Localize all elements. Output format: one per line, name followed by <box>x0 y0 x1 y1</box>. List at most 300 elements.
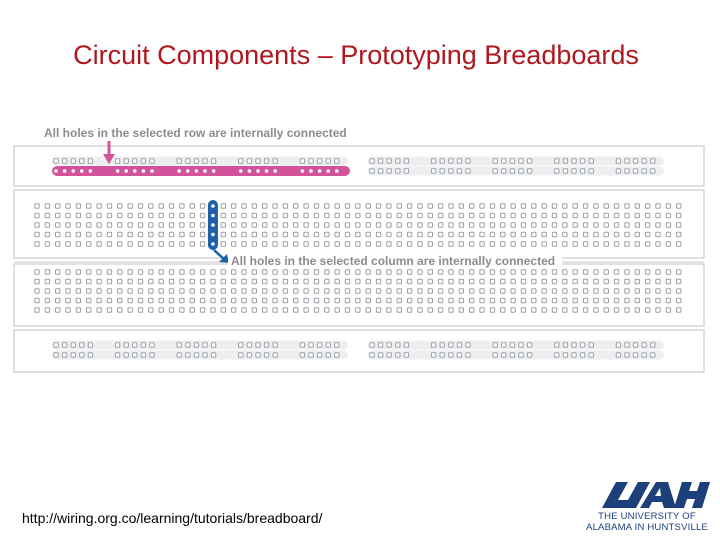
breadboard-hole <box>97 308 101 312</box>
breadboard-hole <box>407 270 411 274</box>
breadboard-hole <box>190 279 194 283</box>
breadboard-hole <box>527 159 531 163</box>
breadboard-hole <box>563 298 567 302</box>
breadboard-hole <box>552 270 556 274</box>
breadboard-hole <box>614 308 618 312</box>
breadboard-hole <box>169 242 173 246</box>
breadboard-hole <box>211 343 215 347</box>
breadboard-hole <box>76 308 80 312</box>
breadboard-hole <box>459 279 463 283</box>
breadboard-hole <box>35 279 39 283</box>
breadboard-hole <box>314 204 318 208</box>
breadboard-hole <box>428 232 432 236</box>
breadboard-hole <box>124 343 128 347</box>
breadboard-hole <box>149 308 153 312</box>
breadboard-hole <box>418 213 422 217</box>
breadboard-hole <box>118 279 122 283</box>
breadboard-hole <box>273 343 277 347</box>
breadboard-hole <box>128 279 132 283</box>
breadboard-hole <box>387 213 391 217</box>
breadboard-hole <box>449 232 453 236</box>
highlighted-row-hole <box>71 169 75 173</box>
breadboard-hole <box>76 204 80 208</box>
breadboard-hole <box>345 232 349 236</box>
breadboard-hole <box>314 223 318 227</box>
breadboard-hole <box>552 204 556 208</box>
breadboard-hole <box>56 213 60 217</box>
breadboard-hole <box>149 242 153 246</box>
breadboard-hole <box>325 232 329 236</box>
breadboard-hole <box>376 242 380 246</box>
breadboard-hole <box>345 298 349 302</box>
breadboard-hole <box>440 169 444 173</box>
highlighted-row-hole <box>326 169 330 173</box>
breadboard-hole <box>449 223 453 227</box>
breadboard-hole <box>200 223 204 227</box>
breadboard-hole <box>56 308 60 312</box>
breadboard-hole <box>666 223 670 227</box>
breadboard-hole <box>283 232 287 236</box>
breadboard-hole <box>532 279 536 283</box>
breadboard-hole <box>326 343 330 347</box>
breadboard-hole <box>572 169 576 173</box>
breadboard-hole <box>304 270 308 274</box>
breadboard-hole <box>449 242 453 246</box>
breadboard-hole <box>645 279 649 283</box>
breadboard-hole <box>527 169 531 173</box>
breadboard-hole <box>252 270 256 274</box>
breadboard-hole <box>625 270 629 274</box>
breadboard-hole <box>149 213 153 217</box>
breadboard-hole <box>604 308 608 312</box>
highlighted-row-hole <box>63 169 67 173</box>
breadboard-hole <box>97 223 101 227</box>
breadboard-hole <box>542 242 546 246</box>
breadboard-hole <box>466 353 470 357</box>
breadboard-hole <box>283 279 287 283</box>
breadboard-hole <box>604 279 608 283</box>
breadboard-hole <box>252 204 256 208</box>
breadboard-hole <box>200 232 204 236</box>
breadboard-hole <box>231 223 235 227</box>
breadboard-hole <box>438 308 442 312</box>
highlighted-row-hole <box>177 169 181 173</box>
breadboard-hole <box>87 289 91 293</box>
breadboard-hole <box>335 343 339 347</box>
breadboard-hole <box>635 204 639 208</box>
breadboard-hole <box>625 298 629 302</box>
breadboard-hole <box>519 159 523 163</box>
breadboard-hole <box>493 159 497 163</box>
breadboard-hole <box>283 242 287 246</box>
breadboard-hole <box>304 279 308 283</box>
breadboard-hole <box>376 232 380 236</box>
breadboard-hole <box>283 213 287 217</box>
breadboard-hole <box>397 242 401 246</box>
breadboard-hole <box>159 242 163 246</box>
breadboard-hole <box>614 242 618 246</box>
breadboard-hole <box>325 242 329 246</box>
breadboard-hole <box>490 204 494 208</box>
breadboard-hole <box>428 223 432 227</box>
breadboard-hole <box>71 353 75 357</box>
breadboard-hole <box>563 213 567 217</box>
breadboard-hole <box>519 169 523 173</box>
breadboard-hole <box>573 279 577 283</box>
breadboard-hole <box>56 279 60 283</box>
highlighted-column-hole <box>211 233 215 237</box>
breadboard-hole <box>138 308 142 312</box>
breadboard-hole <box>107 279 111 283</box>
breadboard-hole <box>656 298 660 302</box>
breadboard-hole <box>378 343 382 347</box>
breadboard-hole <box>651 159 655 163</box>
breadboard-hole <box>470 298 474 302</box>
breadboard-hole <box>428 242 432 246</box>
breadboard-hole <box>118 204 122 208</box>
breadboard-hole <box>635 279 639 283</box>
breadboard-hole <box>376 298 380 302</box>
breadboard-hole <box>263 270 267 274</box>
breadboard-hole <box>387 343 391 347</box>
breadboard-hole <box>438 204 442 208</box>
breadboard-hole <box>66 232 70 236</box>
breadboard-hole <box>583 298 587 302</box>
breadboard-hole <box>231 232 235 236</box>
breadboard-hole <box>97 298 101 302</box>
breadboard-hole <box>203 159 207 163</box>
breadboard-hole <box>242 232 246 236</box>
breadboard-hole <box>252 279 256 283</box>
breadboard-hole <box>76 270 80 274</box>
breadboard-hole <box>263 308 267 312</box>
breadboard-hole <box>366 223 370 227</box>
breadboard-hole <box>428 289 432 293</box>
breadboard-hole <box>149 223 153 227</box>
breadboard-hole <box>107 232 111 236</box>
highlighted-row-hole <box>239 169 243 173</box>
breadboard-hole <box>190 308 194 312</box>
breadboard-hole <box>594 223 598 227</box>
breadboard-hole <box>194 159 198 163</box>
breadboard-hole <box>573 223 577 227</box>
breadboard-hole <box>573 232 577 236</box>
breadboard-hole <box>449 159 453 163</box>
breadboard-hole <box>552 298 556 302</box>
breadboard-hole <box>532 242 536 246</box>
breadboard-hole <box>231 242 235 246</box>
breadboard-hole <box>190 213 194 217</box>
breadboard-hole <box>128 213 132 217</box>
breadboard-hole <box>555 169 559 173</box>
breadboard-hole <box>511 289 515 293</box>
breadboard-hole <box>418 298 422 302</box>
breadboard-hole <box>645 289 649 293</box>
breadboard-hole <box>87 279 91 283</box>
breadboard-hole <box>325 204 329 208</box>
breadboard-hole <box>480 213 484 217</box>
breadboard-hole <box>656 204 660 208</box>
breadboard-hole <box>502 169 506 173</box>
breadboard-hole <box>88 159 92 163</box>
breadboard-hole <box>203 343 207 347</box>
breadboard-hole <box>159 204 163 208</box>
breadboard-hole <box>247 159 251 163</box>
breadboard-hole <box>490 270 494 274</box>
breadboard-hole <box>45 270 49 274</box>
breadboard-hole <box>583 279 587 283</box>
breadboard-hole <box>370 169 374 173</box>
breadboard-hole <box>480 279 484 283</box>
highlighted-column-hole <box>211 242 215 246</box>
breadboard-hole <box>150 353 154 357</box>
breadboard-hole <box>242 270 246 274</box>
highlighted-row-hole <box>80 169 84 173</box>
breadboard-hole <box>252 298 256 302</box>
breadboard-hole <box>76 289 80 293</box>
breadboard-hole <box>66 223 70 227</box>
breadboard-hole <box>407 232 411 236</box>
breadboard-hole <box>97 204 101 208</box>
breadboard-hole <box>387 353 391 357</box>
terminal-strip-lower <box>14 264 704 326</box>
breadboard-hole <box>186 159 190 163</box>
breadboard-hole <box>76 279 80 283</box>
breadboard-hole <box>107 204 111 208</box>
breadboard-hole <box>221 213 225 217</box>
breadboard-hole <box>314 289 318 293</box>
breadboard-hole <box>573 204 577 208</box>
breadboard-hole <box>314 213 318 217</box>
breadboard-hole <box>317 343 321 347</box>
breadboard-hole <box>345 213 349 217</box>
source-url[interactable]: http://wiring.org.co/learning/tutorials/breadboard/ <box>22 510 323 526</box>
breadboard-hole <box>677 308 681 312</box>
breadboard-hole <box>283 223 287 227</box>
breadboard-hole <box>645 232 649 236</box>
breadboard-hole <box>438 289 442 293</box>
breadboard-hole <box>300 343 304 347</box>
breadboard-hole <box>221 232 225 236</box>
breadboard-hole <box>583 289 587 293</box>
breadboard-hole <box>490 223 494 227</box>
breadboard-hole <box>656 270 660 274</box>
breadboard-hole <box>294 270 298 274</box>
breadboard-hole <box>583 308 587 312</box>
breadboard-hole <box>404 159 408 163</box>
breadboard-hole <box>466 169 470 173</box>
breadboard-hole <box>387 308 391 312</box>
breadboard-hole <box>438 232 442 236</box>
breadboard-hole <box>97 289 101 293</box>
column-caption: All holes in the selected column are internally connected <box>231 254 556 268</box>
breadboard-hole <box>633 169 637 173</box>
breadboard-hole <box>314 270 318 274</box>
breadboard-hole <box>309 353 313 357</box>
breadboard-hole <box>501 204 505 208</box>
breadboard-hole <box>555 159 559 163</box>
breadboard-hole <box>325 223 329 227</box>
breadboard-hole <box>118 270 122 274</box>
breadboard-hole <box>169 223 173 227</box>
breadboard-hole <box>200 242 204 246</box>
breadboard-hole <box>407 308 411 312</box>
breadboard-hole <box>378 353 382 357</box>
breadboard-hole <box>521 242 525 246</box>
breadboard-hole <box>511 298 515 302</box>
breadboard-hole <box>314 279 318 283</box>
breadboard-hole <box>304 289 308 293</box>
breadboard-hole <box>656 213 660 217</box>
breadboard-hole <box>470 204 474 208</box>
breadboard-hole <box>490 289 494 293</box>
breadboard-hole <box>493 169 497 173</box>
breadboard-hole <box>625 308 629 312</box>
breadboard-hole <box>614 279 618 283</box>
breadboard-hole <box>532 204 536 208</box>
breadboard-hole <box>294 308 298 312</box>
breadboard-hole <box>625 213 629 217</box>
breadboard-hole <box>480 242 484 246</box>
breadboard-hole <box>180 242 184 246</box>
breadboard-hole <box>133 343 137 347</box>
breadboard-hole <box>138 213 142 217</box>
breadboard-hole <box>304 204 308 208</box>
breadboard-hole <box>366 270 370 274</box>
breadboard-hole <box>583 242 587 246</box>
breadboard-hole <box>625 289 629 293</box>
breadboard-hole <box>511 204 515 208</box>
breadboard-hole <box>169 213 173 217</box>
breadboard-hole <box>118 223 122 227</box>
breadboard-hole <box>563 279 567 283</box>
breadboard-hole <box>563 270 567 274</box>
highlighted-row <box>52 166 350 176</box>
breadboard-hole <box>87 308 91 312</box>
breadboard-hole <box>396 343 400 347</box>
breadboard-hole <box>418 308 422 312</box>
breadboard-hole <box>200 213 204 217</box>
breadboard-hole <box>677 298 681 302</box>
breadboard-hole <box>314 242 318 246</box>
breadboard-hole <box>511 270 515 274</box>
breadboard-hole <box>242 223 246 227</box>
logo-mark-text: UAH <box>582 478 585 479</box>
breadboard-hole <box>62 343 66 347</box>
breadboard-hole <box>190 298 194 302</box>
breadboard-hole <box>418 242 422 246</box>
breadboard-hole <box>314 232 318 236</box>
breadboard-hole <box>563 223 567 227</box>
breadboard-hole <box>366 308 370 312</box>
breadboard-hole <box>107 213 111 217</box>
breadboard-hole <box>263 242 267 246</box>
breadboard-hole <box>242 242 246 246</box>
breadboard-hole <box>190 242 194 246</box>
terminal-strip-upper <box>14 190 704 258</box>
breadboard-hole <box>449 308 453 312</box>
highlighted-row-hole <box>256 169 260 173</box>
breadboard-hole <box>45 223 49 227</box>
breadboard-hole <box>457 169 461 173</box>
breadboard-hole <box>80 343 84 347</box>
breadboard-hole <box>356 223 360 227</box>
breadboard-hole <box>521 204 525 208</box>
breadboard-hole <box>616 353 620 357</box>
breadboard-hole <box>115 353 119 357</box>
breadboard-hole <box>642 343 646 347</box>
breadboard-hole <box>490 279 494 283</box>
highlighted-row-hole <box>203 169 207 173</box>
highlighted-row-hole <box>124 169 128 173</box>
breadboard-hole <box>239 343 243 347</box>
breadboard-hole <box>666 298 670 302</box>
breadboard-hole <box>71 343 75 347</box>
breadboard-hole <box>76 298 80 302</box>
breadboard-hole <box>128 242 132 246</box>
breadboard-hole <box>356 298 360 302</box>
breadboard-hole <box>66 242 70 246</box>
breadboard-hole <box>387 204 391 208</box>
breadboard-hole <box>309 159 313 163</box>
breadboard-hole <box>470 308 474 312</box>
breadboard-hole <box>677 213 681 217</box>
breadboard-hole <box>459 298 463 302</box>
breadboard-hole <box>180 279 184 283</box>
breadboard-hole <box>397 308 401 312</box>
breadboard-hole <box>45 242 49 246</box>
breadboard-hole <box>511 308 515 312</box>
highlighted-column-hole <box>211 214 215 218</box>
breadboard-hole <box>625 343 629 347</box>
breadboard-hole <box>169 308 173 312</box>
breadboard-hole <box>480 204 484 208</box>
breadboard-hole <box>335 223 339 227</box>
breadboard-hole <box>431 343 435 347</box>
breadboard-hole <box>294 298 298 302</box>
breadboard-hole <box>252 289 256 293</box>
logo-line-1: THE UNIVERSITY OF <box>598 511 696 522</box>
breadboard-hole <box>470 223 474 227</box>
breadboard-hole <box>604 270 608 274</box>
breadboard-hole <box>555 353 559 357</box>
breadboard-hole <box>407 242 411 246</box>
breadboard-hole <box>45 279 49 283</box>
breadboard-hole <box>397 289 401 293</box>
breadboard-hole <box>480 223 484 227</box>
breadboard-hole <box>252 232 256 236</box>
breadboard-hole <box>656 289 660 293</box>
breadboard-hole <box>470 289 474 293</box>
breadboard-hole <box>300 159 304 163</box>
breadboard-hole <box>231 308 235 312</box>
breadboard-hole <box>589 343 593 347</box>
breadboard-hole <box>616 159 620 163</box>
breadboard-hole <box>625 204 629 208</box>
breadboard-hole <box>149 289 153 293</box>
highlighted-row-hole <box>273 169 277 173</box>
breadboard-hole <box>604 204 608 208</box>
breadboard-hole <box>211 289 215 293</box>
breadboard-hole <box>335 353 339 357</box>
breadboard-hole <box>180 308 184 312</box>
breadboard-hole <box>252 308 256 312</box>
breadboard-hole <box>97 279 101 283</box>
breadboard-hole <box>466 343 470 347</box>
breadboard-hole <box>345 270 349 274</box>
breadboard-hole <box>149 232 153 236</box>
breadboard-hole <box>35 308 39 312</box>
